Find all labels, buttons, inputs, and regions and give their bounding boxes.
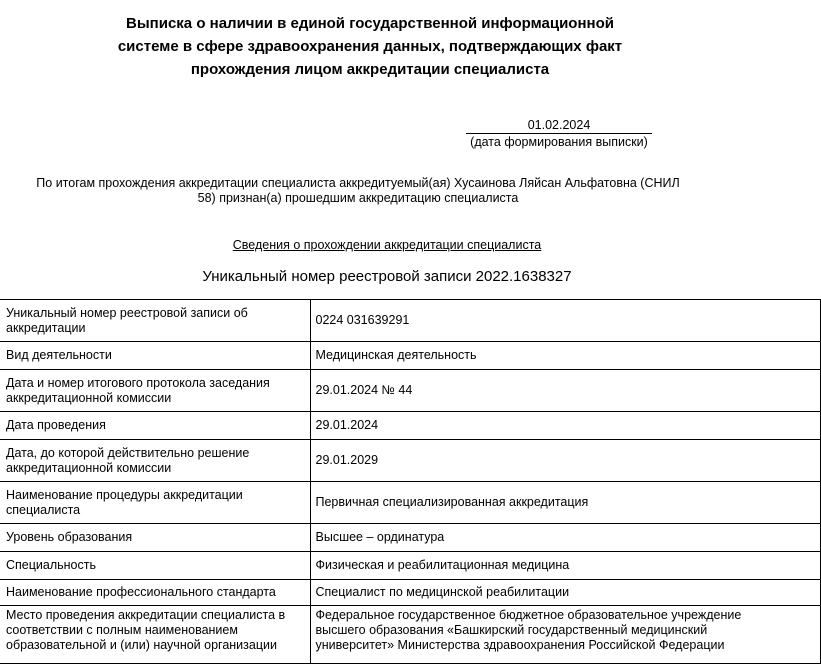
row-label: Вид деятельности	[0, 342, 310, 370]
intro-line: По итогам прохождения аккредитации специалиста аккредитуемый(ая) Хусаинова Ляйсан Альфатовна (СНИЛ	[36, 176, 680, 190]
accreditation-table	[0, 299, 821, 664]
row-label: Наименование процедуры аккредитации специалиста	[0, 482, 310, 524]
document-title	[110, 12, 630, 81]
table-row	[0, 300, 820, 342]
section-heading: Сведения о прохождении аккредитации специалиста	[232, 238, 542, 252]
row-label: Дата, до которой действительно решение аккредитационной комиссии	[0, 440, 310, 482]
table-row	[0, 552, 820, 580]
value-line: Федеральное государственное бюджетное образовательное учреждение	[315, 608, 742, 622]
row-value: Специалист по медицинской реабилитации	[310, 580, 820, 606]
value-line: высшего образования «Башкирский государственный медицинский	[315, 623, 708, 637]
row-value: 29.01.2024	[310, 412, 820, 440]
row-value: Физическая и реабилитационная медицина	[310, 552, 820, 580]
row-label: Дата проведения	[0, 412, 310, 440]
table-row	[0, 580, 820, 606]
row-label: Наименование профессионального стандарта	[0, 580, 310, 606]
value-line: университет» Министерства здравоохранения Российской Федерации	[315, 638, 725, 652]
row-value: 0224 031639291	[310, 300, 820, 342]
extract-date: 01.02.2024	[466, 118, 652, 134]
table-row	[0, 370, 820, 412]
table-row	[0, 440, 820, 482]
row-label: Дата и номер итогового протокола заседания аккредитационной комиссии	[0, 370, 310, 412]
row-value: 29.01.2029	[310, 440, 820, 482]
extract-date-caption: (дата формирования выписки)	[470, 135, 648, 149]
row-label: Уровень образования	[0, 524, 310, 552]
table-row	[0, 606, 820, 664]
registry-number-title: Уникальный номер реестровой записи 2022.1638327	[202, 268, 572, 285]
table-row	[0, 412, 820, 440]
extract-date-block	[466, 118, 652, 150]
intro-paragraph	[8, 176, 708, 206]
title-line: системе в сфере здравоохранения данных, подтверждающих факт	[117, 38, 623, 55]
row-label: Уникальный номер реестровой записи об аккредитации	[0, 300, 310, 342]
row-value	[310, 606, 820, 664]
row-value: Медицинская деятельность	[310, 342, 820, 370]
row-label: Специальность	[0, 552, 310, 580]
table-row	[0, 342, 820, 370]
table-row	[0, 524, 820, 552]
row-label: Место проведения аккредитации специалиста в соответствии с полным наименованием образовательной и (или) научной организации	[0, 606, 310, 664]
row-value: Высшее – ординатура	[310, 524, 820, 552]
intro-line: 58) признан(а) прошедшим аккредитацию специалиста	[197, 191, 519, 205]
row-value: 29.01.2024 № 44	[310, 370, 820, 412]
title-line: Выписка о наличии в единой государственной информационной	[126, 15, 614, 32]
table-row	[0, 482, 820, 524]
row-value: Первичная специализированная аккредитация	[310, 482, 820, 524]
title-line: прохождения лицом аккредитации специалиста	[190, 61, 550, 78]
